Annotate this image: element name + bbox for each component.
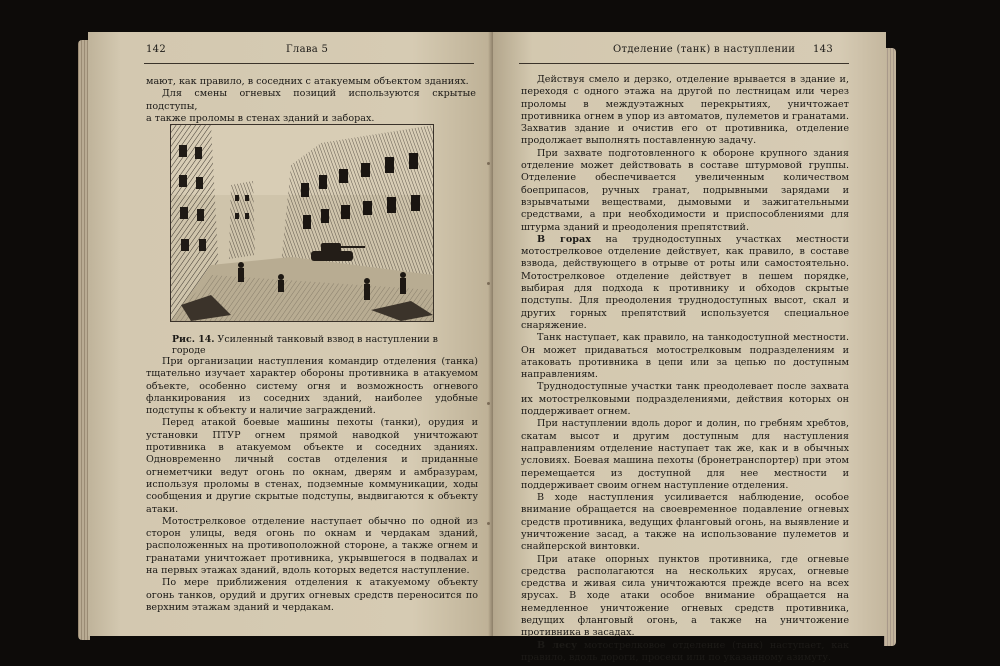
- paragraph: [521, 492, 849, 553]
- text-line: а также проломы в стенах зданий и заборах.: [146, 112, 375, 124]
- paragraph: [521, 640, 849, 665]
- paragraph: [521, 234, 849, 332]
- paragraph: [521, 332, 849, 381]
- running-head-right: Отделение (танк) в наступлении: [613, 44, 796, 55]
- paragraph: [521, 148, 849, 234]
- text-line: мают, как правило, в соседних с атакуемым объектом зданиях.: [146, 76, 469, 87]
- figure-caption: [172, 334, 452, 356]
- paragraph: Перед атакой боевые машины пехоты (танки), орудия и установки ПТУР огнем прямой наводкой уничтожают противника в атакуемом объекте и соседних зданиях. Одновременно личный состав отделения и приданные огнеметчики ведут огонь по окнам, дверям и амбразурам, используя проломы в стенах, подземные коммуникации, ходы сообщения и другие скрытые подступы, выдвигаются к объекту атаки.: [146, 417, 478, 515]
- paragraph-text: Танк наступает, как правило, на танкодоступной местности. Он может придаваться мотострелковым подразделениям и атаковать противника в цепи или за цепью по доступным направлениям.: [521, 332, 849, 381]
- header-rule-left: [144, 63, 474, 64]
- paragraph-bold-lead: В горах: [537, 233, 591, 245]
- paragraph-bold-lead: В лесу: [537, 639, 578, 651]
- paragraph-text: При атаке опорных пунктов противника, где огневые средства располагаются на нескольких ярусах, огневые средства и живая сила уничтожаются прежде всего на всех ярусах. В ходе атаки особое внимание обращается на немедленное уничтожение огневых средств противника, ведущих фланговый огонь, а также на уничтожение противника в засадах.: [521, 553, 849, 639]
- page-number-left: 142: [146, 44, 166, 55]
- paragraph-text: Действуя смело и дерзко, отделение врывается в здание и, переходя с одного этажа на другой по лестницам или через проломы в междуэтажных перекрытиях, уничтожает противника огнем в упор из автоматов, пулеметов и гранатами. Захватив здание и очистив его от противника, отделение продолжает выполнять поставленную задачу.: [521, 74, 849, 147]
- paragraph: Мотострелковое отделение наступает обычно по одной из сторон улицы, ведя огонь по окнам и чердакам зданий, расположенных на противоположной стороне, а также огнем и гранатами уничтожает противника, укрывшегося в подвалах и на первых этажах зданий, вдоль которых ведется наступление.: [146, 515, 478, 577]
- figure-caption-label: Рис. 14.: [172, 334, 215, 345]
- paragraph: [521, 418, 849, 492]
- paragraph: [521, 554, 849, 640]
- paragraph-text: Труднодоступные участки танк преодолевает после захвата их мотострелковыми подразделениями, действия которых он поддерживает огнем.: [521, 381, 849, 418]
- paragraph-text: мотострелковое отделение (танк) наступает, как правило, вдоль дороги, просеки или по указанному азимуту.: [521, 639, 849, 663]
- running-head-left: Глава 5: [286, 44, 329, 55]
- open-book: [78, 22, 896, 663]
- street-battle-illustration: [170, 124, 434, 322]
- left-top-text: [146, 76, 476, 125]
- left-body-text: [146, 356, 478, 614]
- paragraph: При организации наступления командир отделения (танка) тщательно изучает характер обороны противника в атакуемом объекте, особенно систему огня и возможность огневого фланкирования из соседних зданий, наиболее удобные подступы к объекту и наличие заграждений.: [146, 356, 478, 417]
- header-rule-right: [519, 63, 849, 64]
- left-page: [88, 32, 493, 636]
- right-page: [493, 32, 886, 663]
- figure-caption-text: Усиленный танковый взвод в наступлении в городе: [172, 334, 438, 356]
- right-body-text: [521, 74, 849, 664]
- paragraph: [521, 74, 849, 148]
- paragraph-text: В ходе наступления усиливается наблюдение, особое внимание обращается на своевременное подавление огневых средств противника, ведущих фланговый огонь, на выявление и уничтожение засад, а также на использование пулеметов и снайперской винтовки.: [521, 492, 849, 553]
- paragraph-text: При захвате подготовленного к обороне крупного здания отделение может действовать в составе штурмовой группы. Отделение обеспечивается увеличенным количеством боеприпасов, ручных гранат, подрывными зарядами и взрывчатыми веществами, дымовыми и зажигательными средствами, а при необходимости и приспособлениями для штурма зданий и преодоления препятствий.: [521, 147, 849, 233]
- paragraph: [521, 381, 849, 418]
- text-line: Для смены огневых позиций используются скрытые подступы,: [146, 88, 476, 112]
- paragraph-text: на труднодоступных участках местности мотострелковое отделение действует, как правило, в составе взвода, действующего в отрыве от роты или самостоятельно. Мотострелковое отделение действует в пешем порядке, выбирая для подхода к противнику и обходов скрытые подступы. Для преодоления труднодоступных высот, скал и других горных препятствий используется специальное снаряжение.: [521, 233, 850, 331]
- page-number-right: 143: [813, 44, 833, 55]
- illustration-svg: [171, 125, 433, 321]
- paragraph-text: При наступлении вдоль дорог и долин, по гребням хребтов, скатам высот и другим доступным для наступления направлениям отделение наступает так же, как и в обычных условиях. Боевая машина пехоты (бронетранспортер) при этом перемещается из доступной для нее местности и поддерживает своим огнем наступление отделения.: [521, 418, 849, 491]
- paragraph: По мере приближения отделения к атакуемому объекту огонь танков, орудий и других огневых средств переносится по верхним этажам зданий и чердакам.: [146, 577, 478, 613]
